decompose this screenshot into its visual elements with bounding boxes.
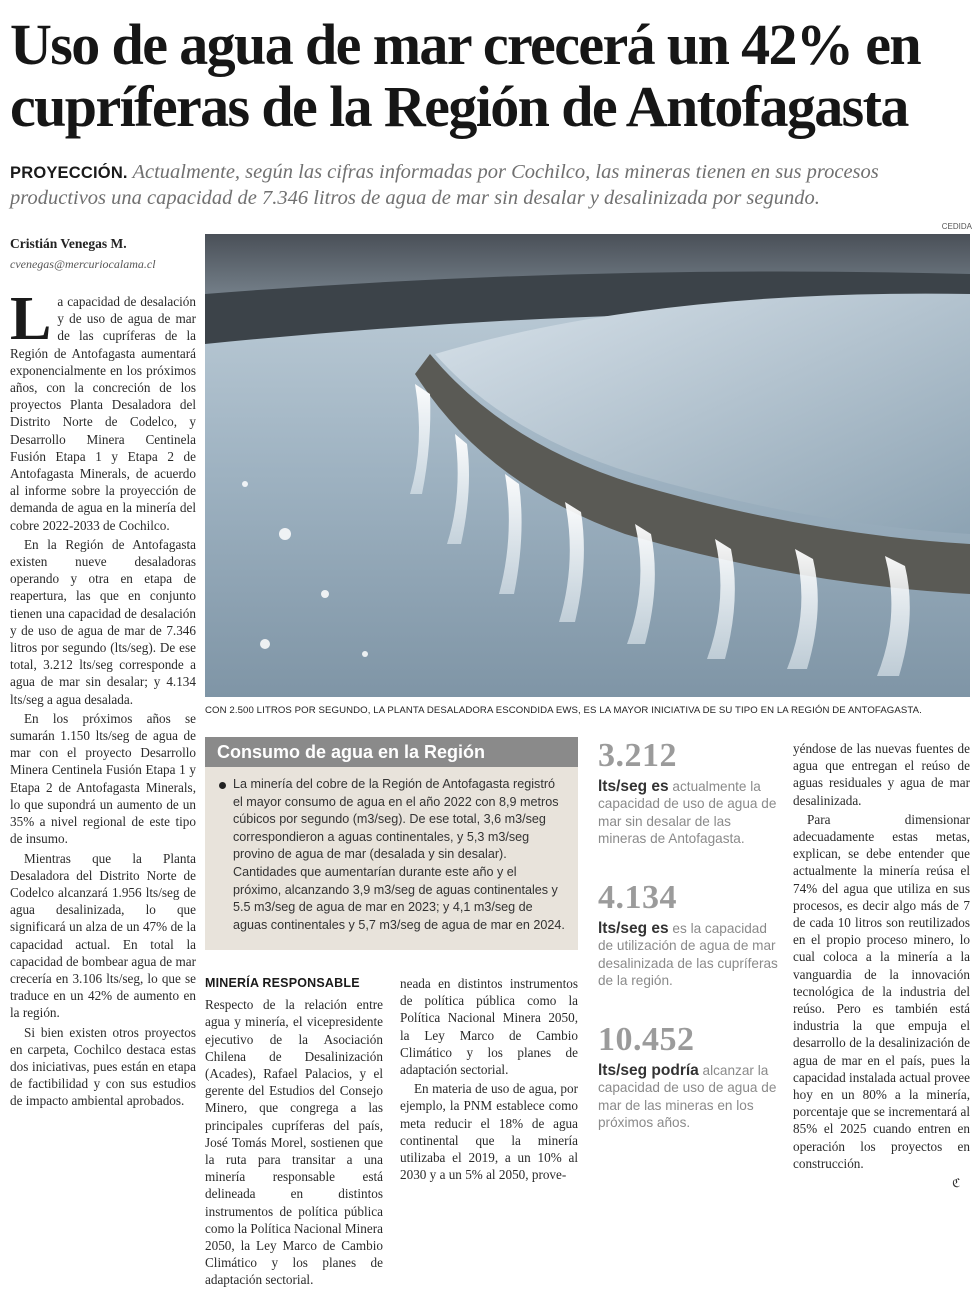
byline-email: cvenegas@mercuriocalama.cl (10, 257, 156, 271)
article-column-4 (793, 740, 970, 1174)
stat-text: lts/seg podría alcanzar la capacidad de uso de agua de mar de las mineras en los próximos años. (598, 1062, 777, 1131)
stat-text: lts/seg es es la capacidad de utilización de agua de mar desalinizada de las cupríferas de la región. (598, 920, 778, 989)
paragraph-6-continued: neada en distintos instrumentos de política pública como la Política Nacional Minera 2050, la Ley Marco de Cambio Climático y los planes de adaptación sectorial. (400, 976, 578, 1078)
stat-number: 10.452 (598, 1021, 695, 1058)
article-column-1 (10, 285, 196, 1112)
paragraph-3: En los próximos años se sumarán 1.150 lts/seg de agua de mar con el proyecto Desarrollo Minera Centinela Fusión Etapa 1 y Etapa 2 de Antofagasta Minerals, lo que supondrá un aumento de un 35% a nivel regional de este tipo de insumo. (10, 710, 196, 847)
stat-1 (598, 738, 780, 848)
subhead (10, 160, 970, 211)
info-box (205, 737, 578, 950)
headline-line-1: Uso de agua de mar crecerá un 42% en (10, 12, 921, 77)
drop-cap: L (10, 285, 52, 353)
paragraph-2: En la Región de Antofagasta existen nueve desaladoras operando y otra en etapa de reapertura, las que en conjunto tienen una capacidad de desalación y de uso de agua de mar de 7.346 litros por segundo (lts/seg). De ese total, 3.212 lts/seg corresponde a agua de mar sin desalar; y 4.134 lts/seg a agua desalada. (10, 536, 196, 707)
stat-3 (598, 1022, 780, 1132)
stat-text: lts/seg es actualmente la capacidad de uso de agua de mar sin desalar de las mineras de Antofagasta. (598, 778, 777, 847)
stat-number: 3.212 (598, 737, 677, 774)
desalination-plant-photo (205, 234, 970, 697)
photo-credit: CEDIDA (941, 222, 972, 231)
section-heading: MINERÍA RESPONSABLE (205, 976, 360, 990)
photo-caption: CON 2.500 LITROS POR SEGUNDO, LA PLANTA DESALADORA ESCONDIDA EWS, ES LA MAYOR INICIATIVA DE SU TIPO EN LA REGIÓN DE ANTOFAGASTA. (205, 705, 922, 716)
paragraph-5: Si bien existen otros proyectos en carpeta, Cochilco destaca estas dos iniciativas, pues están en etapa de factibilidad y con sus estudios de impacto ambiental aprobados. (10, 1024, 196, 1109)
paragraph-6: Respecto de la relación entre agua y minería, el vicepresidente ejecutivo de la Asociación Chilena de Desalinización (Acades), Rafael Palacios, y el gerente del Estudios del Consejo Minero, que congrega a las principales cupríferas del país, José Tomás Morel, sostienen que la ruta para transitar a una minería responsable está delineada en distintos instrumentos de política pública como la Política Nacional Minera 2050, la Ley Marco de Cambio Climático y los planes de adaptación sectorial. (205, 997, 383, 1288)
end-mark: ℭ (952, 1176, 961, 1190)
info-box-body (205, 767, 578, 934)
subhead-kicker: PROYECCIÓN. (10, 164, 128, 182)
bullet-icon (219, 782, 226, 789)
article-column-2 (205, 975, 383, 1288)
article-column-3 (400, 975, 578, 1185)
info-box-text: La minería del cobre de la Región de Antofagasta registró el mayor consumo de agua en el año 2022 con 8,9 metros cúbicos por segundo (m3/seg). De ese total, 3,6 m3/seg correspondieron a aguas continentales, y 5,3 m3/seg provino de agua de mar (desalada y sin desalar). Cantidades que aumentarían durante este año y el próximo, alcanzando 3,9 m3/seg de aguas continentales y 5.5 m3/seg de agua de mar en 2023; y 4,1 m3/seg de aguas continentales y 5,7 m3/seg de agua de mar en 2024. (233, 777, 565, 932)
paragraph-1: La capacidad de desalación y de uso de agua de mar de las cupríferas de la Región de Antofagasta aumentará exponencialmente en los próximos años, con la concreción de los proyectos Planta Desaladora del Distrito Norte de Codelco, y Desarrollo Minera Centinela Fusión Etapa 1 y Etapa 2 de Antofagasta Minerals, de acuerdo al informe sobre la proyección de demanda de agua en la minería del cobre 2022-2033 de Cochilco. (10, 285, 196, 533)
paragraph-9: Para dimensionar adecuadamente estas metas, explican, se debe entender que actualmente la minería reúsa el 74% del agua que utiliza en sus procesos, es decir algo más de 7 de cada 10 litros son reutilizados en el propio proceso minero, lo cual coloca a la minería a la vanguardia de la innovación tecnológica de la industria del reúso. Pero es también está industria la que empuja el desarrollo de la desalinización de agua de mar en el país, pues la capacidad instalada actual provee hoy en un 80% a la minería, porcentaje que se incrementará al 85% el 2025 cuando entren en operación los proyectos en construcción. (793, 811, 970, 1171)
paragraph-4: Mientras que la Planta Desaladora del Distrito Norte de Codelco alcanzará 1.956 lts/seg de agua desalinizada, lo que significará un alza de un 47% de la capacidad actual. En total la capacidad de bombear agua de mar crecería en 3.106 lts/seg, lo que se traduce en un 42% de aumento en la región. (10, 850, 196, 1021)
byline (10, 236, 200, 272)
byline-author: Cristián Venegas M. (10, 236, 127, 251)
subhead-text: Actualmente, según las cifras informadas por Cochilco, las mineras tienen en sus procesos productivos una capacidad de 7.346 litros de agua de mar sin desalar y desalinizada por segundo. (10, 161, 879, 209)
paragraph-8: yéndose de las nuevas fuentes de agua que entregan el reúso de aguas residuales y agua de mar desalinizada. (793, 741, 970, 808)
headline (10, 14, 970, 138)
paragraph-7: En materia de uso de agua, por ejemplo, la PNM establece como meta reducir el 18% de agua continental que la minería utilizaba el 2019, a un 10% al 2030 y a un 5% al 2050, prove- (400, 1081, 578, 1183)
headline-line-2: cupríferas de la Región de Antofagasta (10, 74, 908, 139)
stat-2 (598, 880, 780, 990)
info-box-title: Consumo de agua en la Región (205, 737, 578, 767)
stat-number: 4.134 (598, 879, 677, 916)
